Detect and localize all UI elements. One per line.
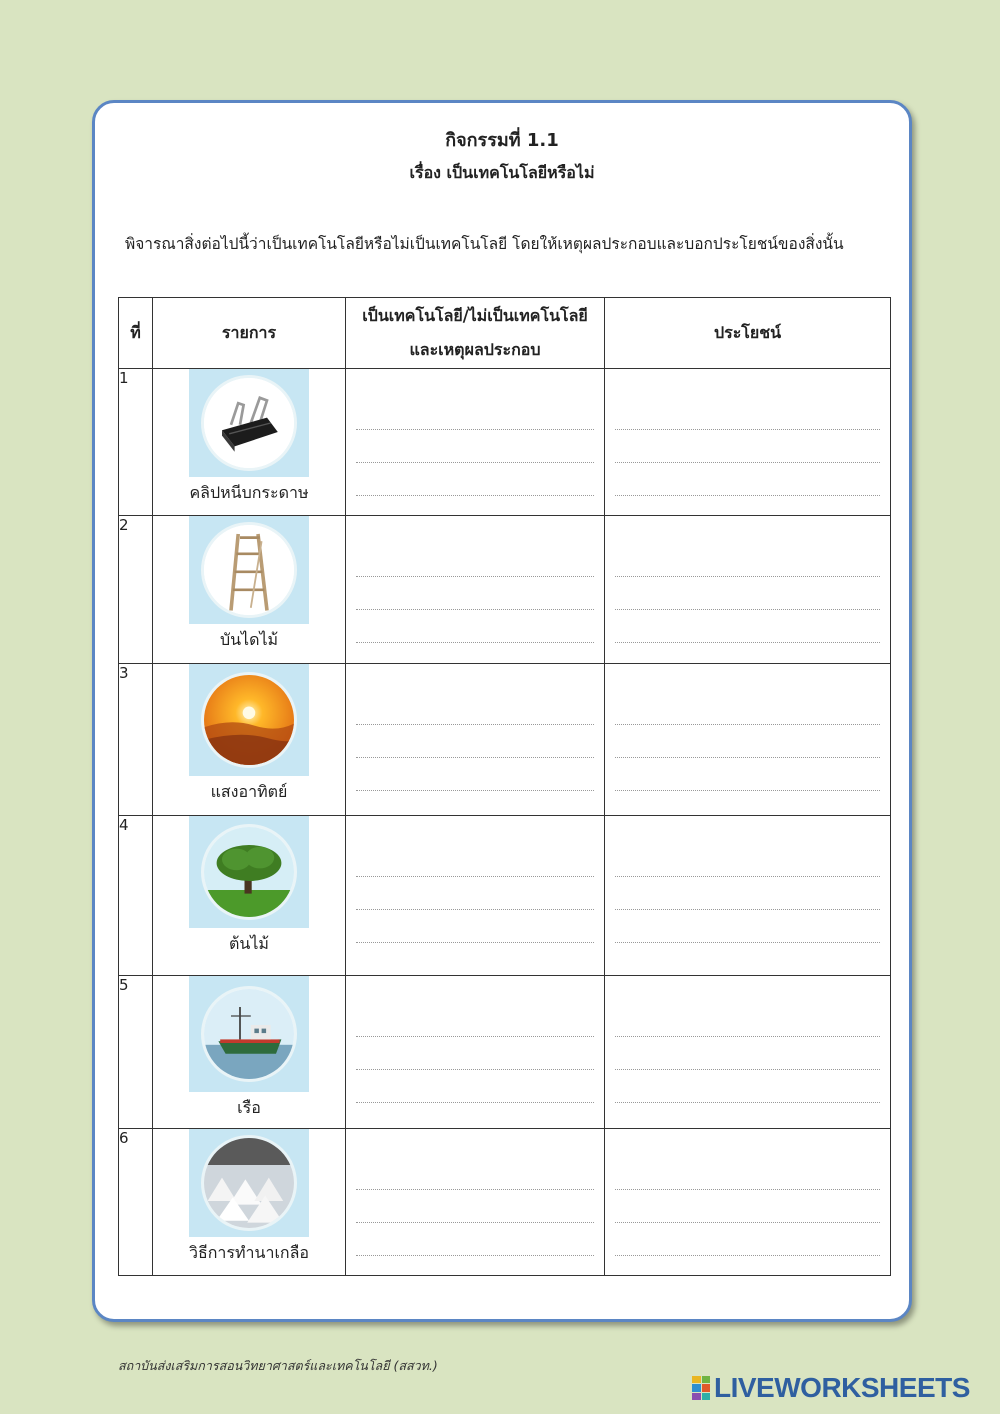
answer-line[interactable]	[356, 758, 594, 791]
worksheet-title: กิจกรรมที่ 1.1	[445, 130, 559, 151]
liveworksheets-logo[interactable]	[692, 1372, 970, 1404]
answer-line[interactable]	[356, 577, 594, 610]
table-row	[119, 516, 891, 664]
item-cell	[153, 369, 346, 516]
technology-answer-cell[interactable]	[346, 976, 605, 1129]
item-label: เรือ	[237, 1098, 261, 1117]
technology-answer-cell[interactable]	[346, 369, 605, 516]
answer-line[interactable]	[615, 544, 880, 577]
answer-line[interactable]	[356, 430, 594, 463]
item-cell	[153, 516, 346, 664]
technology-answer-cell[interactable]	[346, 664, 605, 816]
answer-line[interactable]	[615, 610, 880, 643]
header-benefit: ประโยชน์	[605, 298, 891, 369]
table-row	[119, 664, 891, 816]
table-row	[119, 1129, 891, 1276]
row-number: 5	[119, 976, 153, 1129]
answer-line[interactable]	[356, 397, 594, 430]
answer-line[interactable]	[356, 844, 594, 877]
logo-mark-icon	[692, 1376, 710, 1400]
worksheet-table	[118, 297, 891, 1276]
answer-line[interactable]	[615, 877, 880, 910]
answer-line[interactable]	[615, 692, 880, 725]
item-cell	[153, 1129, 346, 1276]
answer-line[interactable]	[615, 1037, 880, 1070]
answer-line[interactable]	[356, 463, 594, 496]
item-image-box	[189, 976, 309, 1092]
item-label: แสงอาทิตย์	[210, 782, 288, 801]
answer-line[interactable]	[615, 577, 880, 610]
technology-answer-cell[interactable]	[346, 516, 605, 664]
answer-line[interactable]	[356, 610, 594, 643]
worksheet-subtitle: เรื่อง เป็นเทคโนโลยีหรือไม่	[409, 163, 595, 182]
item-cell	[153, 976, 346, 1129]
answer-line[interactable]	[356, 1037, 594, 1070]
item-label: บันไดไม้	[219, 630, 279, 649]
table-row	[119, 976, 891, 1129]
row-number: 4	[119, 816, 153, 976]
row-number: 3	[119, 664, 153, 816]
technology-answer-cell[interactable]	[346, 1129, 605, 1276]
answer-line[interactable]	[356, 1223, 594, 1256]
answer-line[interactable]	[615, 910, 880, 943]
table-header-row	[119, 298, 891, 369]
header-item: รายการ	[153, 298, 346, 369]
worksheet-card	[92, 100, 912, 1322]
table-row	[119, 816, 891, 976]
answer-line[interactable]	[615, 1223, 880, 1256]
answer-line[interactable]	[356, 910, 594, 943]
answer-line[interactable]	[615, 1070, 880, 1103]
salt-farming-icon	[201, 1135, 297, 1231]
instruction-text: พิจารณาสิ่งต่อไปนี้ว่าเป็นเทคโนโลยีหรือไม่เป็นเทคโนโลยี โดยให้เหตุผลประกอบและบอกประโยชน์ของสิ่งนั้น	[125, 235, 844, 253]
row-number: 6	[119, 1129, 153, 1276]
answer-line[interactable]	[356, 877, 594, 910]
answer-line[interactable]	[615, 1157, 880, 1190]
answer-line[interactable]	[356, 1004, 594, 1037]
item-cell	[153, 664, 346, 816]
item-image-box	[189, 369, 309, 477]
item-cell	[153, 816, 346, 976]
answer-line[interactable]	[615, 844, 880, 877]
item-image-box	[189, 516, 309, 624]
answer-line[interactable]	[615, 397, 880, 430]
tree-icon	[201, 824, 297, 920]
answer-line[interactable]	[615, 430, 880, 463]
row-number: 2	[119, 516, 153, 664]
benefit-answer-cell[interactable]	[605, 664, 891, 816]
logo-text: LIVEWORKSHEETS	[714, 1372, 970, 1403]
item-label: วิธีการทำนาเกลือ	[188, 1243, 310, 1262]
sunlight-icon	[201, 672, 297, 768]
answer-line[interactable]	[356, 1070, 594, 1103]
benefit-answer-cell[interactable]	[605, 369, 891, 516]
answer-line[interactable]	[615, 758, 880, 791]
benefit-answer-cell[interactable]	[605, 976, 891, 1129]
answer-line[interactable]	[615, 463, 880, 496]
header-technology-line2: และเหตุผลประกอบ	[409, 340, 541, 359]
footer-credit: สถาบันส่งเสริมการสอนวิทยาศาสตร์และเทคโนโลยี (สสวท.)	[118, 1358, 438, 1373]
answer-line[interactable]	[615, 1190, 880, 1223]
answer-line[interactable]	[356, 1190, 594, 1223]
item-image-box	[189, 816, 309, 928]
benefit-answer-cell[interactable]	[605, 516, 891, 664]
item-image-box	[189, 664, 309, 776]
table-row	[119, 369, 891, 516]
answer-line[interactable]	[356, 725, 594, 758]
answer-line[interactable]	[356, 544, 594, 577]
row-number: 1	[119, 369, 153, 516]
technology-answer-cell[interactable]	[346, 816, 605, 976]
item-image-box	[189, 1129, 309, 1237]
header-technology-line1: เป็นเทคโนโลยี/ไม่เป็นเทคโนโลยี	[362, 306, 588, 325]
answer-line[interactable]	[356, 692, 594, 725]
boat-icon	[201, 986, 297, 1082]
wooden-ladder-icon	[201, 522, 297, 618]
answer-line[interactable]	[356, 1157, 594, 1190]
answer-line[interactable]	[615, 725, 880, 758]
item-label: ต้นไม้	[229, 934, 269, 953]
header-no: ที่	[119, 298, 153, 369]
item-label: คลิปหนีบกระดาษ	[189, 483, 309, 502]
benefit-answer-cell[interactable]	[605, 1129, 891, 1276]
header-technology	[346, 298, 605, 369]
answer-line[interactable]	[615, 1004, 880, 1037]
binder-clip-icon	[201, 375, 297, 471]
benefit-answer-cell[interactable]	[605, 816, 891, 976]
